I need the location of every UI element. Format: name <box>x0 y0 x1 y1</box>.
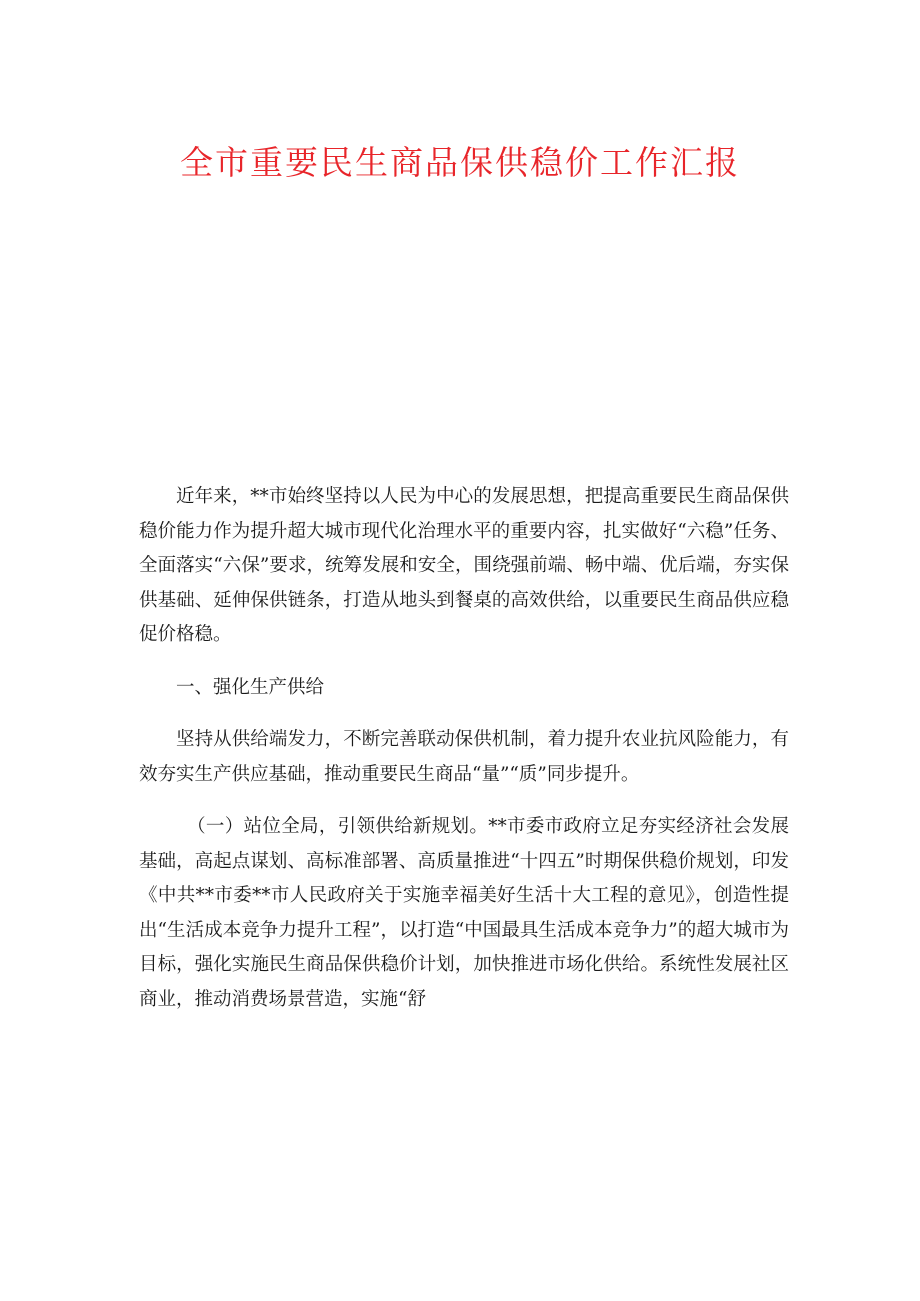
document-body <box>139 480 789 1035</box>
section-heading: 一、强化生产供给 <box>176 676 325 698</box>
paragraph-section-summary: 坚持从供给端发力，不断完善联动保供机制，着力提升农业抗风险能力，有效夯实生产供应基础，推动重要民生商品“量”“质”同步提升。 <box>139 729 789 785</box>
document-title: 全市重要民生商品保供稳价工作汇报 <box>180 143 740 182</box>
paragraph-subsection-1: （一）站位全局，引领供给新规划。**市委市政府立足夯实经济社会发展基础，高起点谋划、高标准部署、高质量推进“十四五”时期保供稳价规划，印发《中共**市委**市人民政府关于实施幸福美好生活十大工程的意见》，创造性提出“生活成本竞争力提升工程”，以打造“中国最具生活成本竞争力”的超大城市为目标，强化实施民生商品保供稳价计划，加快推进市场化供给。系统性发展社区商业，推动消费场景营造，实施“舒 <box>139 816 789 1010</box>
paragraph-intro: 近年来，**市始终坚持以人民为中心的发展思想，把提高重要民生商品保供稳价能力作为提升超大城市现代化治理水平的重要内容，扎实做好“六稳”任务、全面落实“六保”要求，统筹发展和安全，围绕强前端、畅中端、优后端，夯实保供基础、延伸保供链条，打造从地头到餐桌的高效供给，以重要民生商品供应稳促价格稳。 <box>139 486 789 645</box>
